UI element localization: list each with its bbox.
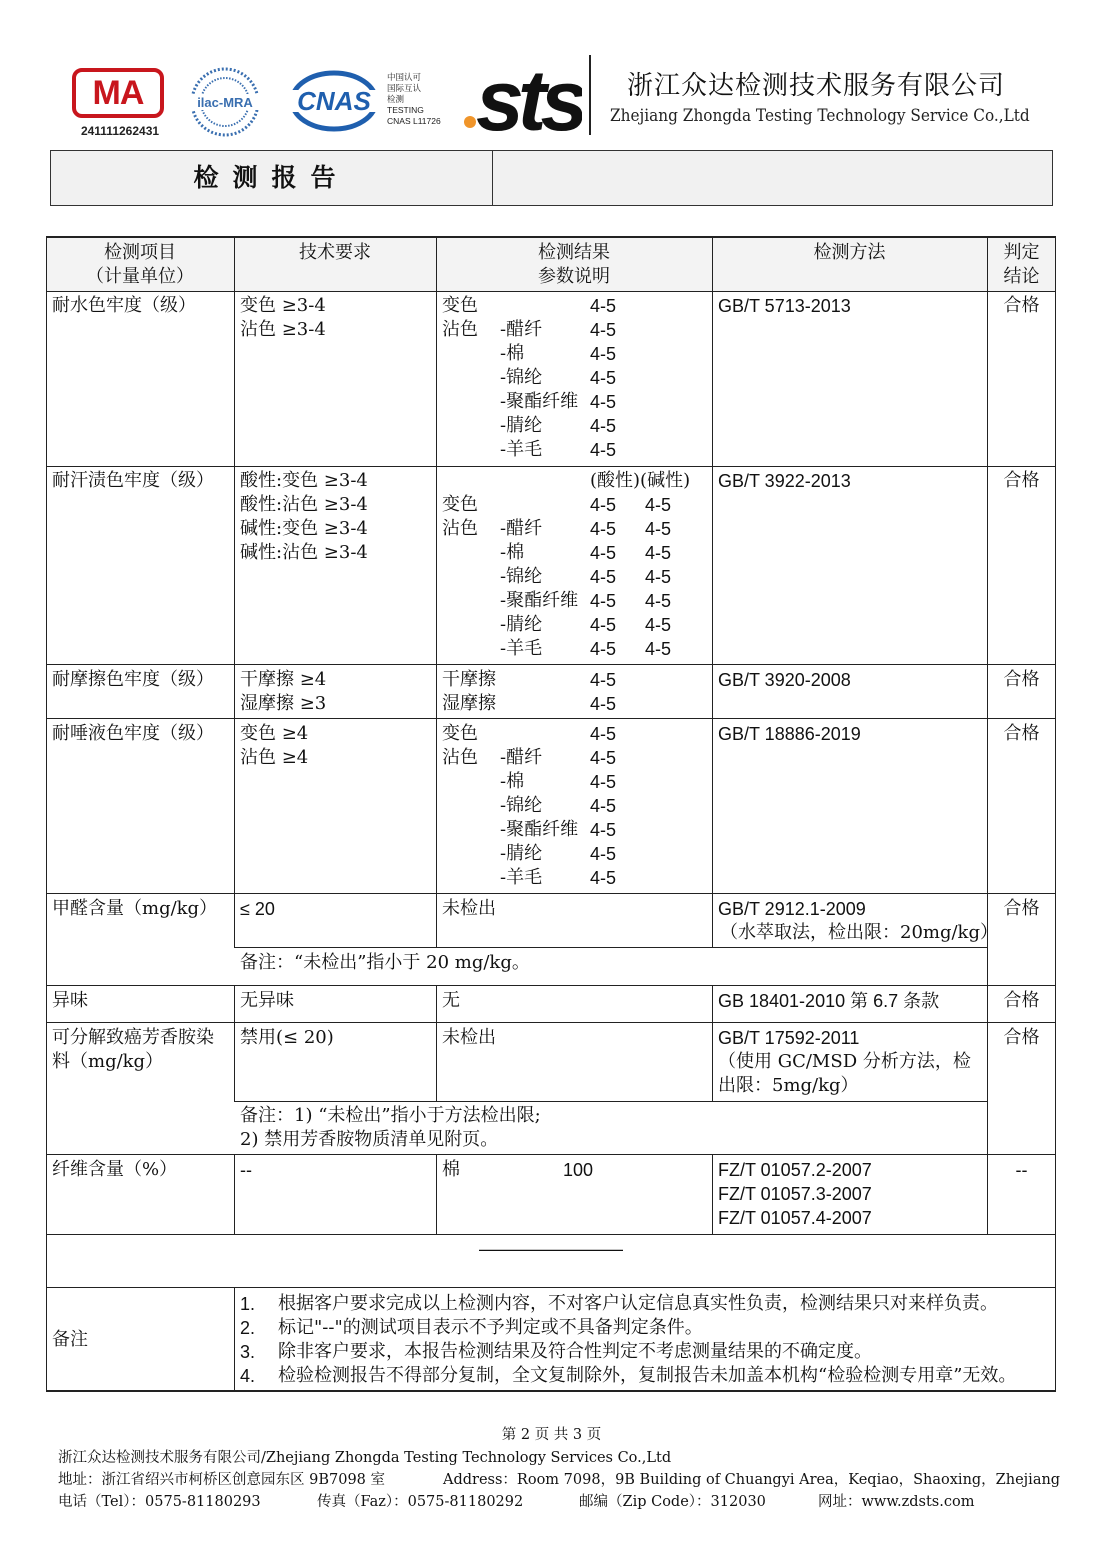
company-name-cn: 浙江众达检测技术服务有限公司 <box>627 71 1006 101</box>
row-water-method: GB/T 5713-2013 <box>718 296 851 316</box>
row-saliva-result: 变色 4-5 沾色 -醋纤 4-5 -棉 4-5 -锦纶 4-5 -聚酯纤维 4-5 -腈纶 4-5 -羊毛 4-5 <box>442 723 617 888</box>
footer-web: 网址：www.zdsts.com <box>818 1494 975 1510</box>
footer-address-cn: 地址：浙江省绍兴市柯桥区创意园东区 9B7098 室 <box>58 1472 385 1488</box>
report-title: 检测报告 <box>193 163 350 192</box>
row-water-item: 耐水色牢度（级） <box>52 295 196 316</box>
sts-label: sts <box>476 53 582 140</box>
row-formaldehyde-note: 备注：“未检出”指小于 20 mg/kg。 <box>240 952 530 973</box>
row-sweat-verdict: 合格 <box>1003 470 1040 491</box>
footer-tel: 电话（Tel）：0575-81180293 <box>58 1494 261 1510</box>
row-formaldehyde-item: 甲醛含量（mg/kg） <box>52 898 218 919</box>
header-verdict: 判定 结论 <box>1003 242 1040 287</box>
row-azo-requirement: 禁用(≤ 20) <box>240 1027 334 1048</box>
row-azo-result: 未检出 <box>442 1027 496 1048</box>
remarks-label: 备注 <box>52 1329 88 1350</box>
row-odor-requirement: 无异味 <box>240 990 294 1011</box>
footer-company: 浙江众达检测技术服务有限公司/Zhejiang Zhongda Testing Technology Services Co.,Ltd <box>58 1450 672 1466</box>
row-rubbing-requirement: 干摩擦 ≥4 湿摩擦 ≥3 <box>240 669 327 714</box>
row-rubbing-result: 干摩擦 4-5 湿摩擦 4-5 <box>442 669 617 714</box>
row-saliva-item: 耐唾液色牢度（级） <box>52 723 214 744</box>
row-rubbing-method: GB/T 3920-2008 <box>718 670 851 690</box>
header-divider <box>589 55 591 135</box>
row-rubbing-verdict: 合格 <box>1003 669 1040 690</box>
results-table <box>46 236 1056 1391</box>
row-water-result: 变色 4-5 沾色 -醋纤 4-5 -棉 4-5 -锦纶 4-5 -聚酯纤维 4-5 -腈纶 4-5 -羊毛 4-5 <box>442 295 617 460</box>
row-odor-item: 异味 <box>52 990 88 1011</box>
footer-zip: 邮编（Zip Code）：312030 <box>579 1494 766 1510</box>
report-title-box <box>50 150 1053 206</box>
header-method: 检测方法 <box>813 242 886 263</box>
row-azo-method: GB/T 17592-2011 （使用 GC/MSD 分析方法，检 出限：5mg/kg） <box>718 1028 971 1096</box>
cma-number: 241111262431 <box>80 124 160 138</box>
cnas-text: 中国认可 国际互认 检测 TESTING CNAS L11726 <box>387 72 441 126</box>
row-odor-result: 无 <box>442 990 460 1011</box>
ilac-mra-logo <box>183 66 267 138</box>
cnas-logo <box>284 70 384 132</box>
row-fiber-item: 纤维含量（%） <box>52 1159 178 1180</box>
footer-fax: 传真（Faz）：0575-81180292 <box>317 1494 524 1510</box>
row-odor-verdict: 合格 <box>1003 990 1040 1011</box>
ilac-label: ilac-MRA <box>197 95 253 110</box>
row-saliva-method: GB/T 18886-2019 <box>718 724 861 744</box>
row-saliva-verdict: 合格 <box>1003 723 1040 744</box>
header-item: 检测项目 （计量单位） <box>86 242 194 287</box>
row-saliva-requirement: 变色 ≥4 沾色 ≥4 <box>240 723 309 768</box>
header-result: 检测结果 参数说明 <box>538 242 610 287</box>
row-azo-item: 可分解致癌芳香胺染 料（mg/kg） <box>52 1027 214 1072</box>
footer-address-en: Address：Room 7098，9B Building of Chuangyi Area，Keqiao，Shaoxing，Zhejiang <box>443 1472 1061 1488</box>
cnas-label: CNAS <box>297 86 371 116</box>
page-number: 第 2 页 共 3 页 <box>501 1427 602 1443</box>
table-end-mark: ———————— <box>479 1239 623 1259</box>
row-formaldehyde-verdict: 合格 <box>1003 898 1040 919</box>
company-name-en: Zhejiang Zhongda Testing Technology Service Co.,Ltd <box>610 106 1030 126</box>
row-fiber-method: FZ/T 01057.2-2007 FZ/T 01057.3-2007 FZ/T 01057.4-2007 <box>718 1160 872 1228</box>
row-odor-method: GB 18401-2010 第 6.7 条款 <box>718 991 940 1011</box>
row-water-verdict: 合格 <box>1003 295 1040 316</box>
row-azo-note: 备注：1) “未检出”指小于方法检出限; 2) 禁用芳香胺物质清单见附页。 <box>240 1105 541 1150</box>
header-requirement: 技术要求 <box>299 242 371 263</box>
row-sweat-result: (酸性)(碱性) 变色 4-5 4-5 沾色 -醋纤 4-5 4-5 -棉 4-5 4-5 -锦纶 4-5 4-5 -聚酯纤维 4-5 4-5 -腈纶 4-5 4-5 -羊毛 4-5 4-5 <box>442 470 691 659</box>
row-water-requirement: 变色 ≥3-4 沾色 ≥3-4 <box>240 295 326 340</box>
row-azo-verdict: 合格 <box>1003 1027 1040 1048</box>
row-sweat-method: GB/T 3922-2013 <box>718 471 851 491</box>
row-fiber-requirement: -- <box>240 1160 252 1180</box>
remarks-list: 1. 根据客户要求完成以上检测内容，不对客户认定信息真实性负责，检测结果只对来样负责。 2. 标记"--"的测试项目表示不予判定或不具备判定条件。 3. 除非客户要求，本报告检测结果及符合性判定不考虑测量结果的不确定度。 4. 检验检测报告不得部分复制，全文复制除外，复制报告未加盖本机构“检验检测专用章”无效。 <box>240 1293 1017 1386</box>
row-rubbing-item: 耐摩擦色牢度（级） <box>52 669 214 690</box>
cma-logo: MA <box>72 68 164 118</box>
row-formaldehyde-method: GB/T 2912.1-2009 （水萃取法，检出限：20mg/kg） <box>718 899 998 943</box>
row-sweat-requirement: 酸性:变色 ≥3-4 酸性:沾色 ≥3-4 碱性:变色 ≥3-4 碱性:沾色 ≥3-4 <box>240 470 368 563</box>
row-fiber-result: 棉 100 <box>442 1159 594 1180</box>
sts-logo <box>462 48 582 140</box>
row-formaldehyde-result: 未检出 <box>442 898 496 919</box>
row-formaldehyde-requirement: ≤ 20 <box>240 899 275 919</box>
row-fiber-verdict: -- <box>1015 1160 1028 1180</box>
row-sweat-item: 耐汗渍色牢度（级） <box>52 470 214 491</box>
